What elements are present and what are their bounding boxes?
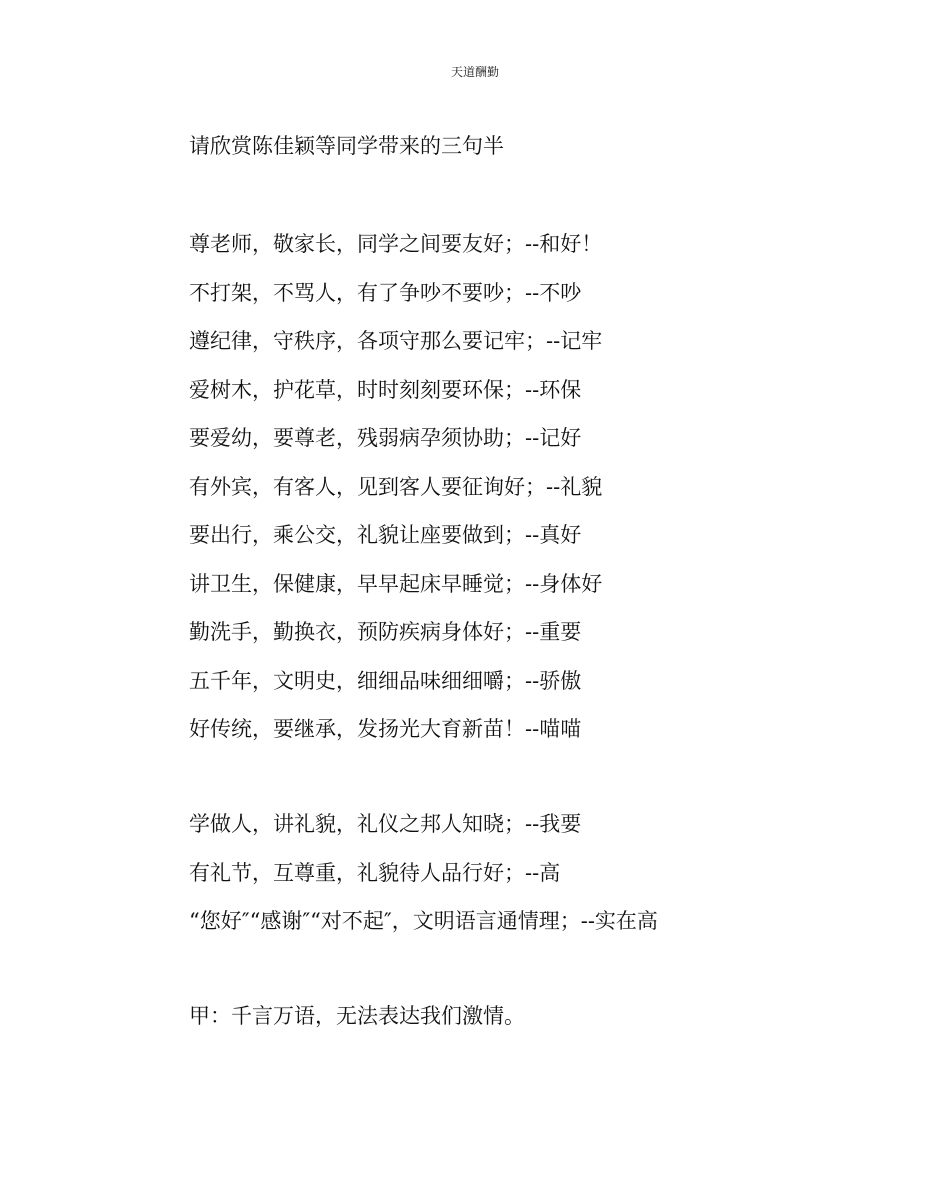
verse-line: 尊老师，敬家长，同学之间要友好；--和好！ (189, 232, 603, 256)
verse-line: 要爱幼，要尊老，残弱病孕须协助；--记好 (189, 426, 582, 450)
verse-line: 好传统，要继承，发扬光大育新苗！--喵喵 (189, 717, 582, 741)
verse-line: 五千年，文明史，细细品味细细嚼；--骄傲 (189, 668, 582, 693)
verse-line: 遵纪律，守秩序，各项守那么要记牢；--记牢 (189, 329, 603, 353)
verse-block-2 (189, 800, 658, 946)
verse-block-1 (189, 220, 602, 754)
verse-line: 不打架，不骂人，有了争吵不要吵；--不吵 (189, 280, 582, 305)
verse-line: 学做人，讲礼貌，礼仪之邦人知晓；--我要 (189, 812, 582, 836)
verse-line: 勤洗手，勤换衣，预防疾病身体好；--重要 (189, 620, 582, 644)
verse-line: 要出行，乘公交，礼貌让座要做到；--真好 (189, 523, 582, 547)
verse-line: 有外宾，有客人，见到客人要征询好；--礼貌 (189, 474, 603, 499)
document-title: 请欣赏陈佳颖等同学带来的三句半 (189, 134, 504, 158)
verse-line: 讲卫生，保健康，早早起床早睡觉；--身体好 (189, 571, 603, 596)
closing-line: 甲：千言万语，无法表达我们激情。 (189, 1004, 525, 1028)
verse-line: “您好″“感谢″“对不起″，文明语言通情理；--实在高 (189, 909, 658, 933)
verse-line: 爱树木，护花草，时时刻刻要环保；--环保 (189, 377, 582, 402)
verse-line: 有礼节，互尊重，礼貌待人品行好；--高 (189, 860, 561, 885)
page-header: 天道酬勤 (450, 65, 499, 79)
